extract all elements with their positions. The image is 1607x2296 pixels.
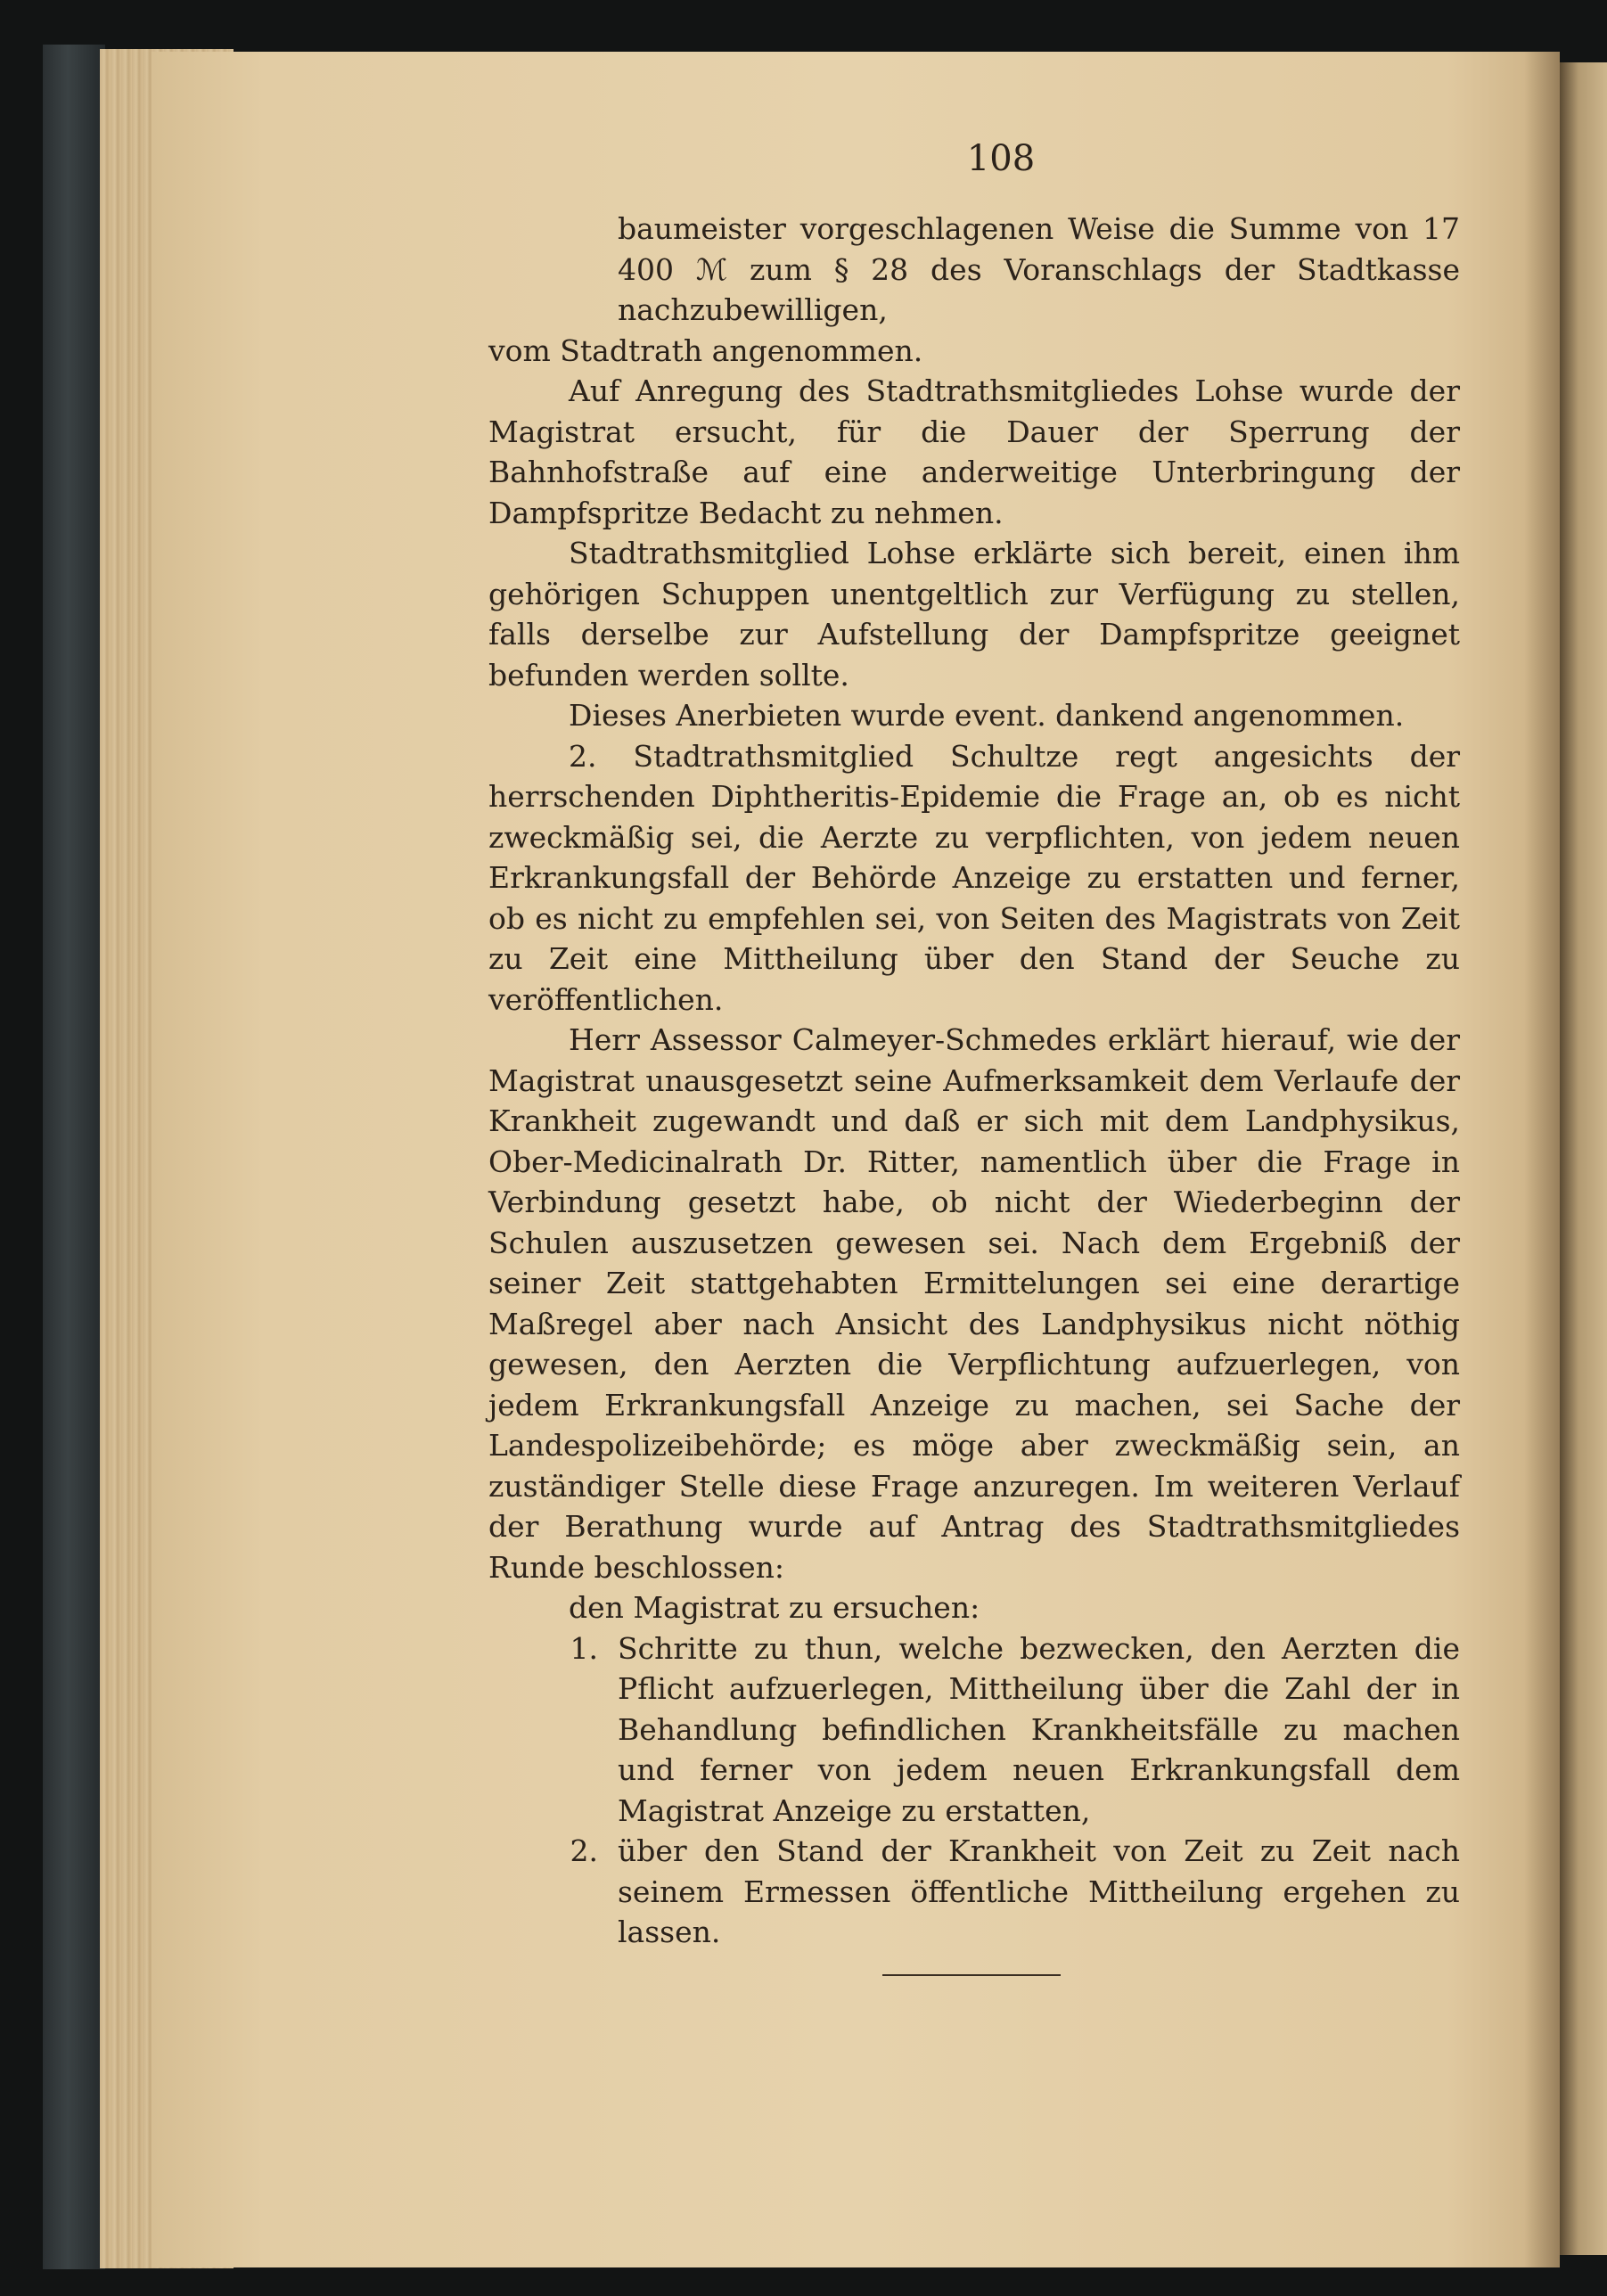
book-cover-edge <box>43 45 105 2269</box>
list-item <box>488 1831 1460 1953</box>
paragraph-6: 2. Stadtrathsmitglied Schultze regt angesichts der herrschenden Diphtheritis-Epidemie die Frage an, ob es nicht zweckmäßig sei, die Aerzte zu verpflichten, von jedem neuen Erkrankungsfall der Behörde Anzeige zu erstatten und ferner, ob es nicht zu empfehlen sei, von Seiten des Magistrats von Zeit zu Zeit eine Mittheilung über den Stand der Seuche zu veröffentlichen. <box>488 738 1460 1017</box>
list-item-text: Schritte zu thun, welche bezwecken, den Aerzten die Pflicht aufzuerlegen, Mittheilung über die Zahl der in Behandlung befindlichen Krankheitsfälle zu machen und ferner von jedem neuen Erkrankungsfall dem Magistrat Anzeige zu erstatten, <box>618 1630 1460 1828</box>
paragraph-2: vom Stadtrath angenommen. <box>488 332 923 368</box>
paragraph-5: Dieses Anerbieten wurde event. dankend angenommen. <box>569 698 1405 733</box>
gutter-shadow <box>1524 52 1560 2267</box>
list-item-number: 2. <box>570 1833 598 1868</box>
paragraph-1: baumeister vorgeschlagenen Weise die Summe von 17 400 ℳ zum § 28 des Voranschlags der Stadtkasse nachzubewilligen, <box>618 211 1460 327</box>
paragraph-7: Herr Assessor Calmeyer-Schmedes erklärt hierauf, wie der Magistrat unausgesetzt seine Aufmerksamkeit dem Verlaufe der Krankheit zugewandt und daß er sich mit dem Landphysikus, Ober-Medicinalrath Dr. Ritter, namentlich über die Frage in Verbindung gesetzt habe, ob nicht der Wiederbeginn der Schulen auszusetzen gewesen sei. Nach dem Ergebniß der seiner Zeit stattgehabten Ermittelungen sei eine derartige Maßregel aber nach Ansicht des Landphysikus nicht nöthig gewesen, den Aerzten die Verpflichtung aufzuerlegen, von jedem Erkrankungsfall Anzeige zu machen, sei Sache der Landespolizeibehörde; es möge aber zweckmäßig sein, an zuständiger Stelle diese Frage anzuregen. Im weiteren Verlauf der Berathung wurde auf Antrag des Stadtrathsmitgliedes Runde beschlossen: <box>488 1022 1460 1585</box>
list-item-text: über den Stand der Krankheit von Zeit zu Zeit nach seinem Ermessen öffentliche Mittheilung ergehen zu lassen. <box>618 1833 1460 1949</box>
list-item-number: 1. <box>570 1630 598 1666</box>
page-text <box>488 134 1460 1976</box>
closing-rule <box>882 1974 1061 1976</box>
resolution-list <box>488 1628 1460 1953</box>
facing-page-edge <box>1560 62 1607 2255</box>
list-item <box>488 1628 1460 1832</box>
page-number: 108 <box>966 138 1036 179</box>
paragraph-4: Stadtrathsmitglied Lohse erklärte sich bereit, einen ihm gehörigen Schuppen unentgeltlich zur Verfügung zu stellen, falls derselbe zur Aufstellung der Dampfspritze geeignet befunden werden sollte. <box>488 536 1460 693</box>
paragraph-3: Auf Anregung des Stadtrathsmitgliedes Lohse wurde der Magistrat ersucht, für die Dauer der Sperrung der Bahnhofstraße auf eine anderweitige Unterbringung der Dampfspritze Bedacht zu nehmen. <box>488 373 1460 530</box>
paragraph-8: den Magistrat zu ersuchen: <box>569 1590 980 1625</box>
